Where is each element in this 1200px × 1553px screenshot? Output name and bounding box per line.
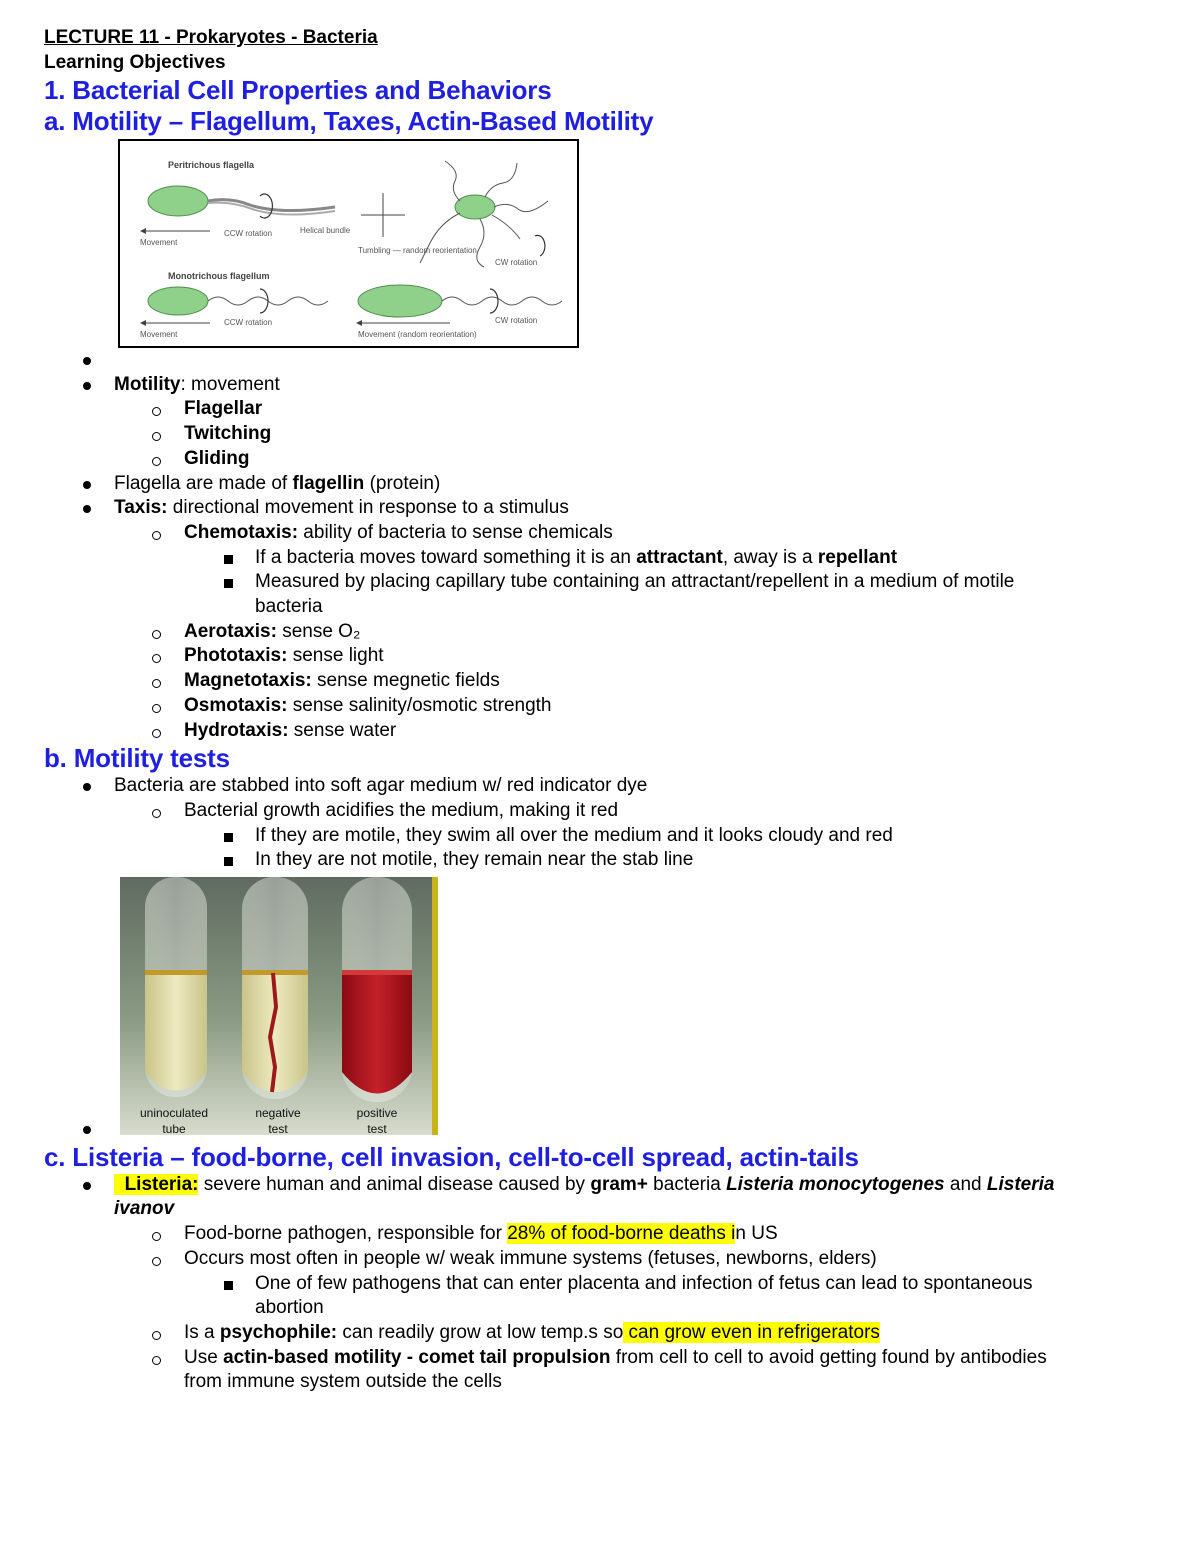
svg-text:CCW rotation: CCW rotation: [224, 318, 273, 327]
list-item-continuation: from immune system outside the cells: [184, 1371, 502, 1393]
svg-text:CCW rotation: CCW rotation: [224, 229, 273, 238]
list-item: Flagellar: [44, 397, 1174, 422]
svg-text:test: test: [367, 1122, 387, 1136]
flagella-diagram-svg: [120, 141, 577, 346]
motility-test-photo-svg: [120, 877, 438, 1135]
rotation-arrow: [260, 194, 272, 218]
list-item: Taxis: directional movement in response to a stimulus: [44, 496, 1174, 521]
list-item: Food-borne pathogen, responsible for 28% of food-borne deaths in US: [44, 1222, 1174, 1247]
list-item: If they are motile, they swim all over the medium and it looks cloudy and red: [44, 824, 1174, 849]
list-item-continuation: abortion: [255, 1297, 324, 1319]
section-b-heading: b. Motility tests: [44, 743, 230, 774]
svg-text:CW rotation: CW rotation: [495, 316, 538, 325]
list-item: If a bacteria moves toward something it is an attractant, away is a repellant: [44, 546, 1174, 571]
empty-list-item: [44, 348, 1174, 373]
monotrichous-title: Monotrichous flagellum: [168, 271, 270, 281]
list-item: Bacteria are stabbed into soft agar medium w/ red indicator dye: [44, 774, 1174, 799]
svg-text:CW rotation: CW rotation: [495, 258, 538, 267]
section-a-heading: a. Motility – Flagellum, Taxes, Actin-Based Motility: [44, 106, 654, 136]
learning-objectives-label: Learning Objectives: [44, 52, 226, 73]
tube3-label: positive: [356, 1106, 398, 1121]
list-item: Occurs most often in people w/ weak immune systems (fetuses, newborns, elders): [44, 1247, 1174, 1272]
tube1-label: uninoculated: [139, 1106, 209, 1121]
svg-text:test: test: [268, 1122, 288, 1136]
list-item: Gliding: [44, 447, 1174, 472]
list-item: Is a psychophile: can readily grow at low temp.s so can grow even in refrigerators: [44, 1321, 1174, 1346]
list-item: Flagella are made of flagellin (protein): [44, 472, 1174, 497]
list-item: Listeria: severe human and animal disease caused by gram+ bacteria Listeria monocytogenes and Listeria: [44, 1173, 1174, 1198]
list-item: Hydrotaxis: sense water: [44, 719, 1174, 744]
svg-text:Movement: Movement: [140, 330, 178, 339]
list-item: Motility: movement: [44, 373, 1174, 398]
list-item-continuation: bacteria: [255, 596, 323, 618]
svg-text:Movement (random reorientation: Movement (random reorientation): [358, 330, 477, 339]
list-item: Use actin-based motility - comet tail propulsion from cell to cell to avoid getting found by antibodies: [44, 1346, 1174, 1371]
tumbling-bacterium: [455, 195, 495, 219]
svg-text:Tumbling — random reorientatio: Tumbling — random reorientation: [358, 246, 477, 255]
list-item: Magnetotaxis: sense megnetic fields: [44, 669, 1174, 694]
svg-text:Helical bundle: Helical bundle: [300, 226, 351, 235]
list-item: Aerotaxis: sense O₂: [44, 620, 1174, 645]
list-item: One of few pathogens that can enter placenta and infection of fetus can lead to spontaneous: [44, 1272, 1174, 1297]
list-item: Osmotaxis: sense salinity/osmotic strength: [44, 694, 1174, 719]
document-page: [44, 26, 1174, 1395]
section-c-heading: c. Listeria – food-borne, cell invasion, cell-to-cell spread, actin-tails: [44, 1141, 859, 1172]
list-item-continuation: ivanov: [114, 1198, 175, 1220]
list-item: Twitching: [44, 422, 1174, 447]
list-item: Measured by placing capillary tube containing an attractant/repellent in a medium of motile: [44, 570, 1174, 595]
list-item: In they are not motile, they remain near the stab line: [44, 848, 1174, 873]
peritrichous-title: Peritrichous flagella: [168, 160, 255, 170]
svg-text:tube: tube: [162, 1122, 186, 1136]
empty-list-item: [44, 1117, 1174, 1142]
svg-text:Movement: Movement: [140, 238, 178, 247]
tube2-label: negative: [255, 1106, 301, 1121]
list-item: Bacterial growth acidifies the medium, making it red: [44, 799, 1174, 824]
list-item: Chemotaxis: ability of bacteria to sense chemicals: [44, 521, 1174, 546]
section-1-heading: 1. Bacterial Cell Properties and Behaviors: [44, 75, 552, 105]
lecture-title: LECTURE 11 - Prokaryotes - Bacteria: [44, 27, 378, 48]
bacterium-cell: [148, 186, 208, 216]
motility-test-photo: [120, 877, 438, 1135]
list-item: Phototaxis: sense light: [44, 644, 1174, 669]
flagella-diagram: [118, 139, 579, 348]
